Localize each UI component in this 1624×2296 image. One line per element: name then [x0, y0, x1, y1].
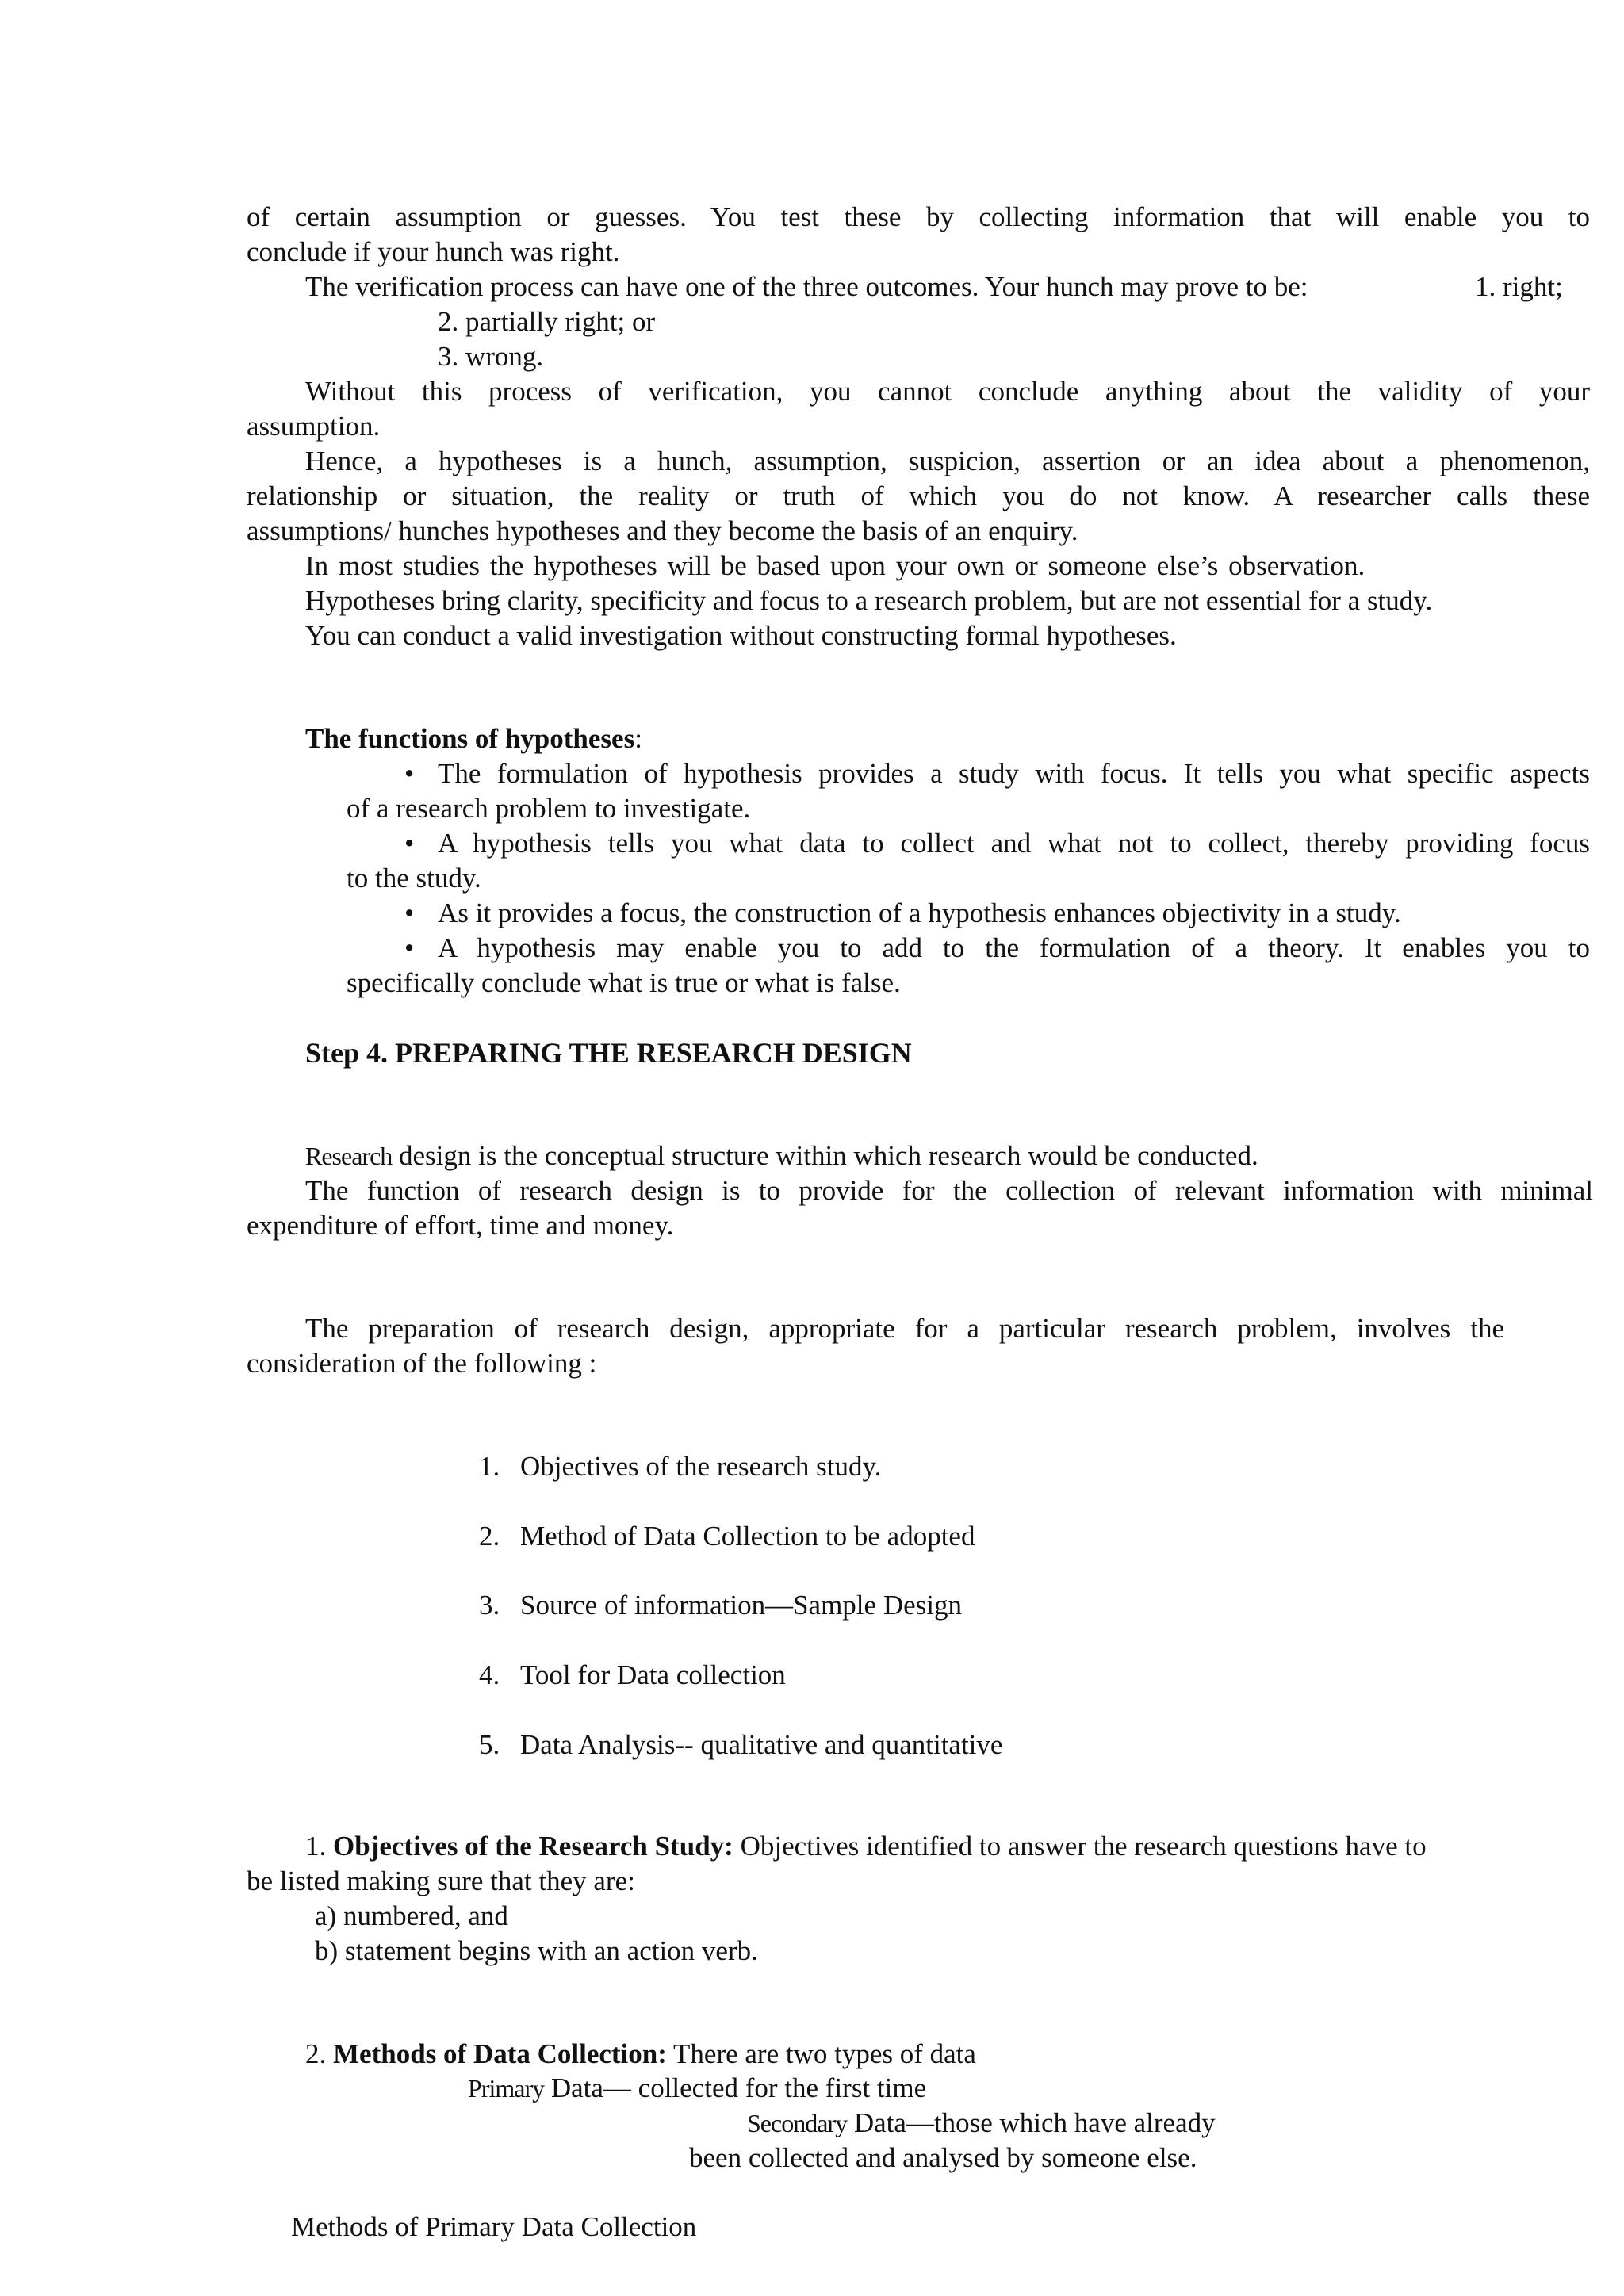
preparation-line-2: consideration of the following : [247, 1348, 597, 1379]
primary-data-line [468, 2071, 926, 2106]
step-4-heading: Step 4. PREPARING THE RESEARCH DESIGN [305, 1037, 912, 1069]
primary-word: Primary [468, 2074, 545, 2103]
function-4-line-2: specifically conclude what is true or what is false. [347, 967, 901, 998]
paragraph-4-line-1: Hence, a hypotheses is a hunch, assumption, suspicion, assertion or an idea about a phenomenon, [305, 446, 1590, 476]
primary-text: Data— collected for the first time [544, 2072, 927, 2103]
outcome-right: 1. right; [1475, 271, 1563, 302]
methods-heading: Methods of Data Collection: [333, 2038, 667, 2069]
secondary-text: Data—those which have already [847, 2107, 1216, 2138]
methods-prefix: 2. [305, 2038, 333, 2069]
primary-methods-heading: Methods of Primary Data Collection [291, 2211, 697, 2242]
paragraph-4-line-3: assumptions/ hunches hypotheses and they become the basis of an enquiry. [247, 515, 1078, 546]
consideration-1-num: 1. [479, 1451, 500, 1482]
functions-heading-colon: : [634, 723, 642, 754]
paragraph-6-line-2: You can conduct a valid investigation without constructing formal hypotheses. [305, 620, 1177, 651]
function-4-line-1: A hypothesis may enable you to add to the formulation of a theory. It enables you to [438, 932, 1590, 963]
methods-line-1 [305, 2037, 976, 2072]
objectives-prefix: 1. [305, 1831, 333, 1862]
objectives-line-1 [305, 1829, 1427, 1864]
paragraph-3-line-1: Without this process of verification, you cannot conclude anything about the validity of your [305, 376, 1590, 407]
secondary-word: Secondary [747, 2109, 848, 2137]
bullet-icon: • [404, 932, 415, 963]
function-1-line-1: The formulation of hypothesis provides a study with focus. It tells you what specific aspects [438, 758, 1590, 789]
design-definition-rest: design is the conceptual structure within which research would be conducted. [392, 1140, 1258, 1171]
consideration-4-num: 4. [479, 1659, 500, 1690]
design-function-line-1: The function of research design is to provide for the collection of relevant information with minimal [305, 1175, 1593, 1206]
objectives-item-a: a) numbered, and [315, 1900, 508, 1931]
consideration-2-text: Method of Data Collection to be adopted [520, 1521, 975, 1552]
verification-line: The verification process can have one of the three outcomes. Your hunch may prove to be: [305, 271, 1308, 302]
consideration-5-num: 5. [479, 1729, 500, 1760]
bullet-icon: • [404, 828, 415, 859]
paragraph-1-line-2: conclude if your hunch was right. [247, 236, 620, 267]
objectives-text: Objectives identified to answer the research questions have to [733, 1831, 1427, 1862]
function-1-line-2: of a research problem to investigate. [347, 793, 751, 824]
consideration-3-num: 3. [479, 1590, 500, 1621]
methods-text: There are two types of data [666, 2038, 976, 2069]
bullet-icon: • [404, 758, 415, 789]
objectives-item-b: b) statement begins with an action verb. [315, 1935, 758, 1966]
outcome-partially-right: 2. partially right; or [438, 306, 656, 337]
functions-heading [305, 721, 642, 756]
consideration-3-text: Source of information—Sample Design [520, 1590, 962, 1621]
design-function-line-2: expenditure of effort, time and money. [247, 1210, 674, 1241]
consideration-5-text: Data Analysis-- qualitative and quantitative [520, 1729, 1003, 1760]
objectives-heading: Objectives of the Research Study: [333, 1831, 733, 1862]
paragraph-1-line-1: of certain assumption or guesses. You test these by collecting information that will enable you to [247, 201, 1590, 232]
bullet-icon: • [404, 897, 415, 928]
function-3-line-1: As it provides a focus, the construction of a hypothesis enhances objectivity in a study. [438, 897, 1401, 928]
function-2-line-2: to the study. [347, 863, 481, 894]
design-definition [305, 1138, 1258, 1173]
paragraph-5-line-1: In most studies the hypotheses will be based upon your own or someone else’s observation. [305, 550, 1365, 581]
outcome-wrong: 3. wrong. [438, 341, 544, 372]
functions-heading-text: The functions of hypotheses [305, 723, 635, 754]
consideration-1-text: Objectives of the research study. [520, 1451, 882, 1482]
function-2-line-1: A hypothesis tells you what data to collect and what not to collect, thereby providing focus [438, 828, 1590, 859]
paragraph-3-line-2: assumption. [247, 411, 381, 442]
secondary-data-line [747, 2106, 1216, 2141]
paragraph-6-line-1: Hypotheses bring clarity, specificity and focus to a research problem, but are not essential for a study. [305, 585, 1433, 616]
objectives-line-2: be listed making sure that they are: [247, 1866, 635, 1896]
secondary-data-line-2: been collected and analysed by someone else. [689, 2142, 1197, 2173]
paragraph-4-line-2: relationship or situation, the reality or truth of which you do not know. A researcher calls these [247, 480, 1590, 511]
consideration-2-num: 2. [479, 1521, 500, 1552]
design-definition-word: Research [305, 1142, 393, 1170]
consideration-4-text: Tool for Data collection [520, 1659, 786, 1690]
preparation-line-1: The preparation of research design, appropriate for a particular research problem, involves the [305, 1313, 1504, 1344]
